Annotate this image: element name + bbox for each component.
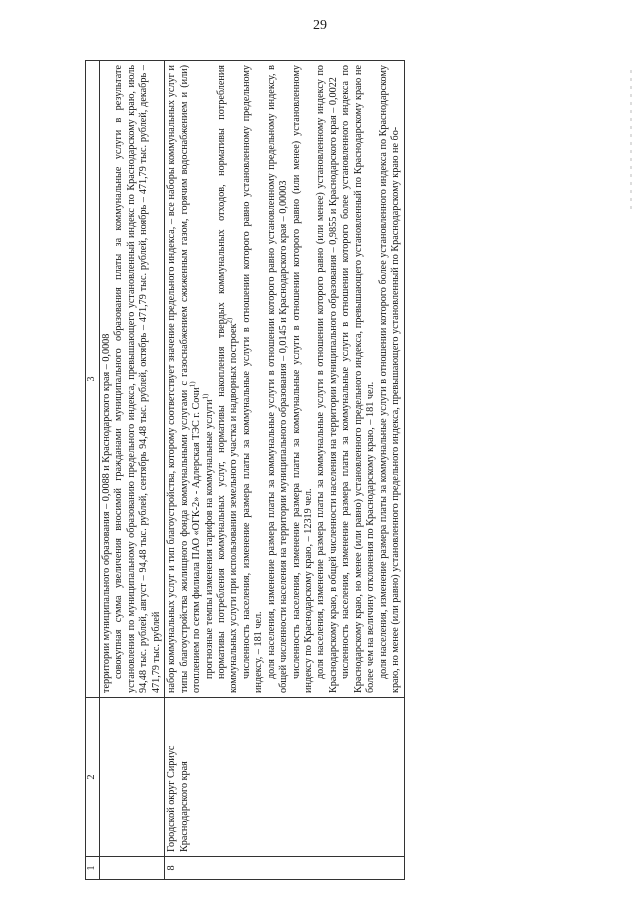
paragraph: набор коммунальных услуг и тип благоустройства, которому соответствует значение предельного индекса, – все наборы коммунальных услуг и типы благоустройства жилищного фонда коммунальными услугами с газоснабжением сжиженным газом, горячим водоснабжением и (или) отоплением по сетям филиала ПАО «ОГК-2» - Адлерская ТЭС г. Сочи$^{1)}$ [166,65,203,693]
rotated-table-wrapper [85,60,565,880]
paragraph: нормативы потребления коммунальных услуг, нормативы накопления твердых коммунальных отходов, нормативы потребления коммунальных услуги при использовании земельного участка и надворных построек$^{2)}$ [215,65,240,693]
footnote-ref: 1) [201,393,210,400]
page-number: 29 [313,18,327,33]
table-header-row [86,61,100,880]
description-cell [165,61,404,698]
paragraph: доля населения, изменение размера платы за коммунальные услуги в отношении которого равно установленному предельному индексу, в общей численности населения на территории муниципального образования – 0,0145 и Краснодарского края – 0,00003 [265,65,290,693]
document-table [85,60,405,880]
table-row-continued [100,61,165,880]
row-number: 8 [165,857,404,880]
paragraph: территории муниципального образования – 0,0088 и Краснодарского края – 0,0008 [101,333,112,693]
paragraph: доля населения, изменение размера платы за коммунальные услуги в отношении которого более установленного индекса по Краснодарскому краю, но менее (или равно) установленного предельного индекса, превышающего установленный по Краснодарскому краю не бо- [377,65,402,693]
table-row-8 [165,61,404,880]
paragraph: прогнозные темпы изменения тарифов на коммунальные услуги$^{1)}$ [201,393,215,679]
footnote-ref: 2) [225,317,234,324]
header-col-1: 1 [86,857,100,880]
paragraph: доля населения, изменение размера платы за коммунальные услуги в отношении которого равно (или менее) установленному индексу по Краснодарскому краю, в общей численности населения на территории муниципального образования – 0,9855 и Краснодарского края – 0,0022 [315,65,339,693]
municipality-name: Городской округ Сириус Краснодарского края [165,698,404,857]
header-col-2: 2 [86,698,100,857]
paragraph: численность населения, изменение размера платы за коммунальные услуги в отношении которого равно установленному предельному индексу, – 181 чел. [240,65,265,693]
paragraph: численность населения, изменение размера платы за коммунальные услуги в отношении которого равно (или менее) установленному индексу по Краснодарскому краю, – 12319 чел. [290,65,314,693]
margin-scan-mark [626,70,636,210]
footnote-ref: 1) [188,381,197,388]
header-col-3: 3 [86,61,100,698]
continued-description-cell [100,61,165,698]
paragraph: совокупная сумма увеличения вносимой гражданами муниципального образования платы за коммунальные услуги в результате установления по муниципальному образованию предельного индекса, превышающего установленный индекс по Краснодарскому краю, июль 94,48 тыс. рублей, август – 94,48 тыс. рублей, сентябрь 94,48 тыс. рублей, октябрь – 471,79 тыс. рублей, ноябрь – 471,79 тыс. рублей, декабрь – 471,79 тыс. рублей [113,65,162,693]
paragraph: численность населения, изменение размера платы за коммунальные услуги в отношении которого более установленного индекса по Краснодарскому краю, но менее (или равно) установленного предельного индекса, превышающего установленный по Краснодарскому краю не более чем на величину отклонения по Краснодарскому краю, – 181 чел. [340,65,377,693]
